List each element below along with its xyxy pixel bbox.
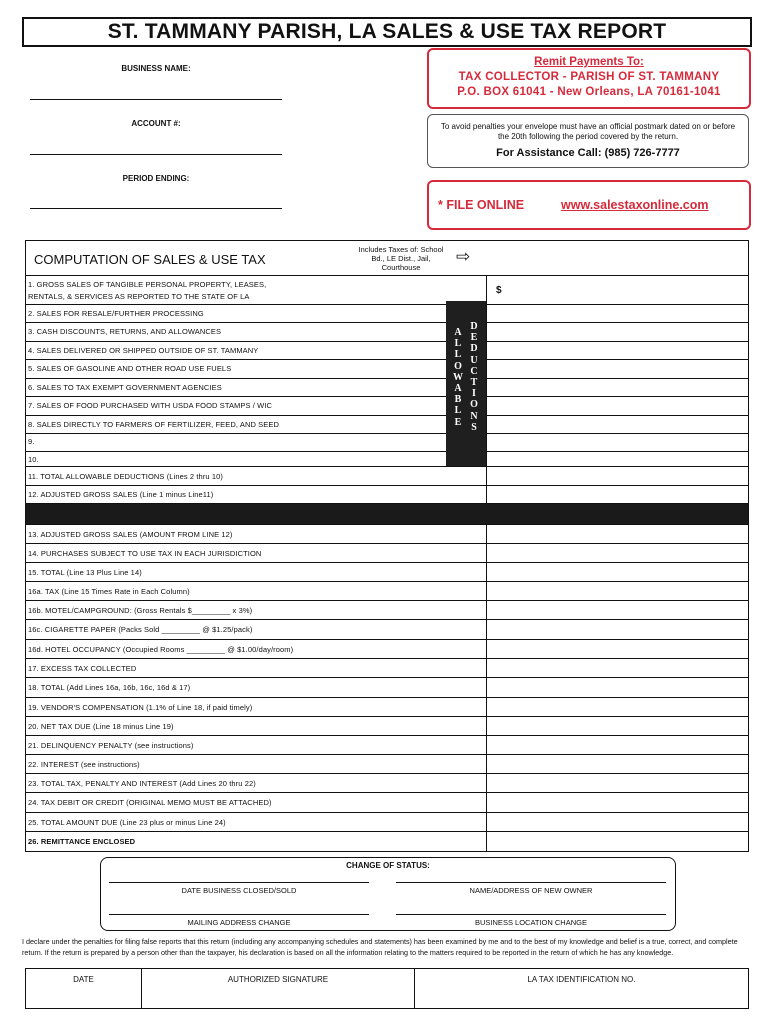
row-border: [26, 415, 748, 416]
line-16d-text: 16d. HOTEL OCCUPANCY (Occupied Rooms _________ @ $1.00/day/room): [28, 645, 294, 654]
row-border: [26, 735, 748, 736]
business-name-field[interactable]: [30, 99, 282, 100]
business-name-label: BUSINESS NAME:: [121, 64, 191, 73]
row-border: [26, 677, 748, 678]
allowable-deductions-box: [446, 301, 486, 466]
date-cell[interactable]: [26, 969, 142, 1008]
line-16a-text: 16a. TAX (Line 15 Times Rate in Each Column): [28, 587, 190, 596]
row-border: [26, 831, 748, 832]
row-border: [26, 697, 748, 698]
row-border: [26, 581, 748, 582]
row-border: [26, 322, 748, 323]
file-online-link[interactable]: www.salestaxonline.com: [561, 198, 709, 212]
row-border: [26, 359, 748, 360]
la-tax-id-label: LA TAX IDENTIFICATION NO.: [527, 975, 636, 984]
line-17-text: 17. EXCESS TAX COLLECTED: [28, 664, 137, 673]
form-title: ST. TAMMANY PARISH, LA SALES & USE TAX REPORT: [22, 17, 752, 47]
period-ending-field[interactable]: [30, 208, 282, 209]
allowable-vertical-label: A L L O W A B L E: [453, 327, 463, 428]
new-owner-field[interactable]: [396, 882, 666, 883]
line-15-text: 15. TOTAL (Line 13 Plus Line 14): [28, 568, 142, 577]
authorized-signature-cell[interactable]: [142, 969, 415, 1008]
row-border: [26, 275, 748, 276]
signature-row: [25, 968, 749, 1009]
line-8-text: 8. SALES DIRECTLY TO FARMERS OF FERTILIZER, FEED, AND SEED: [28, 420, 279, 429]
line-7-text: 7. SALES OF FOOD PURCHASED WITH USDA FOOD STAMPS / WIC: [28, 401, 273, 410]
computation-heading: COMPUTATION OF SALES & USE TAX: [34, 252, 266, 267]
mailing-change-label: MAILING ADDRESS CHANGE: [187, 918, 291, 927]
row-border: [26, 543, 748, 544]
line-22-text: 22. INTEREST (see instructions): [28, 760, 140, 769]
row-border: [26, 619, 748, 620]
account-field[interactable]: [30, 154, 282, 155]
remit-heading: Remit Payments To:: [534, 56, 644, 68]
assistance-box: [427, 114, 749, 168]
row-border: [26, 341, 748, 342]
file-online-box: [427, 180, 751, 230]
line-21-text: 21. DELINQUENCY PENALTY (see instructions): [28, 741, 194, 750]
row-border: [26, 792, 748, 793]
line-26-text: 26. REMITTANCE ENCLOSED: [28, 837, 136, 846]
file-online-label: * FILE ONLINE: [438, 198, 525, 212]
includes-taxes-note: Includes Taxes of: School Bd., LE Dist., Jail, Courthouse: [358, 245, 444, 272]
line-16c-text: 16c. CIGARETTE PAPER (Packs Sold _________ @ $1.25/pack): [28, 625, 253, 634]
declaration-text: I declare under the penalties for filing false reports that this return (including any accompanying schedules and statements) has been examined by me and to the best of my knowledge and belief is a true, correct, and complete return. If the return is prepared by a person other than the taxpayer, his declaration is based on all the information relating to the matters required to be reported in the return of which he has any knowledge.: [22, 937, 738, 957]
line-25-text: 25. TOTAL AMOUNT DUE (Line 23 plus or minus Line 24): [28, 818, 226, 827]
line-14-text: 14. PURCHASES SUBJECT TO USE TAX IN EACH JURISDICTION: [28, 549, 262, 558]
line-1-text: 1. GROSS SALES OF TANGIBLE PERSONAL PROPERTY, LEASES,: [28, 280, 267, 289]
line-10-text: 10.: [28, 455, 39, 464]
line-9-text: 9.: [28, 437, 35, 446]
line-20-text: 20. NET TAX DUE (Line 18 minus Line 19): [28, 722, 174, 731]
column-divider-lower: [486, 523, 487, 851]
column-divider: [486, 275, 487, 503]
penalty-notice: To avoid penalties your envelope must have an official postmark dated on or before the 20th following the period covered by the return.: [440, 122, 736, 141]
row-border: [26, 485, 748, 486]
row-border: [26, 451, 748, 452]
row-border: [26, 639, 748, 640]
row-border: [26, 812, 748, 813]
row-border: [26, 466, 748, 467]
line-4-text: 4. SALES DELIVERED OR SHIPPED OUTSIDE OF ST. TAMMANY: [28, 346, 259, 355]
new-owner-label: NAME/ADDRESS OF NEW OWNER: [469, 886, 593, 895]
line-11-text: 11. TOTAL ALLOWABLE DEDUCTIONS (Lines 2 thru 10): [28, 472, 224, 481]
change-of-status-box: [100, 857, 676, 931]
arrow-right-icon: ⇨: [456, 247, 471, 266]
remit-line-2: P.O. BOX 61041 - New Orleans, LA 70161-1041: [457, 86, 721, 98]
remit-payments-box: [427, 48, 751, 109]
computation-table: [25, 240, 749, 852]
line-13-text: 13. ADJUSTED GROSS SALES (AMOUNT FROM LINE 12): [28, 530, 233, 539]
line-6-text: 6. SALES TO TAX EXEMPT GOVERNMENT AGENCIES: [28, 383, 222, 392]
remit-line-1: TAX COLLECTOR - PARISH OF ST. TAMMANY: [458, 71, 720, 83]
line-2-text: 2. SALES FOR RESALE/FURTHER PROCESSING: [28, 309, 204, 318]
change-of-status-heading: CHANGE OF STATUS:: [346, 861, 430, 870]
dollar-sign: $: [496, 285, 502, 296]
row-border: [26, 433, 748, 434]
account-label: ACCOUNT #:: [131, 119, 181, 128]
row-border: [26, 524, 748, 525]
row-border: [26, 773, 748, 774]
row-border: [26, 600, 748, 601]
line-18-text: 18. TOTAL (Add Lines 16a, 16b, 16c, 16d & 17): [28, 683, 191, 692]
line-3-text: 3. CASH DISCOUNTS, RETURNS, AND ALLOWANCES: [28, 327, 222, 336]
period-ending-label: PERIOD ENDING:: [122, 174, 190, 183]
location-change-label: BUSINESS LOCATION CHANGE: [475, 918, 587, 927]
row-border: [26, 562, 748, 563]
date-label: DATE: [73, 975, 94, 984]
row-border: [26, 304, 748, 305]
row-border: [26, 378, 748, 379]
line-19-text: 19. VENDOR'S COMPENSATION (1.1% of Line 18, if paid timely): [28, 703, 253, 712]
row-border: [26, 716, 748, 717]
row-border: [26, 396, 748, 397]
line-12-text: 12. ADJUSTED GROSS SALES (Line 1 minus Line11): [28, 490, 214, 499]
date-closed-field[interactable]: [109, 882, 369, 883]
date-closed-label: DATE BUSINESS CLOSED/SOLD: [181, 886, 297, 895]
line-16b-text: 16b. MOTEL/CAMPGROUND: (Gross Rentals $_________ x 3%): [28, 606, 253, 615]
line-24-text: 24. TAX DEBIT OR CREDIT (ORIGINAL MEMO MUST BE ATTACHED): [28, 798, 272, 807]
authorized-signature-label: AUTHORIZED SIGNATURE: [227, 975, 329, 984]
la-tax-id-cell[interactable]: [415, 969, 748, 1008]
row-border: [26, 658, 748, 659]
line-5-text: 5. SALES OF GASOLINE AND OTHER ROAD USE FUELS: [28, 364, 232, 373]
line-1-text-cont: RENTALS, & SERVICES AS REPORTED TO THE STATE OF LA: [28, 292, 250, 301]
row-border: [26, 754, 748, 755]
deductions-vertical-label: D E D U C T I O N S: [470, 321, 478, 433]
line-23-text: 23. TOTAL TAX, PENALTY AND INTEREST (Add Lines 20 thru 22): [28, 779, 256, 788]
location-change-field[interactable]: [396, 914, 666, 915]
section-separator-bar: [26, 504, 748, 524]
mailing-change-field[interactable]: [109, 914, 369, 915]
assistance-phone: For Assistance Call: (985) 726-7777: [496, 147, 680, 159]
